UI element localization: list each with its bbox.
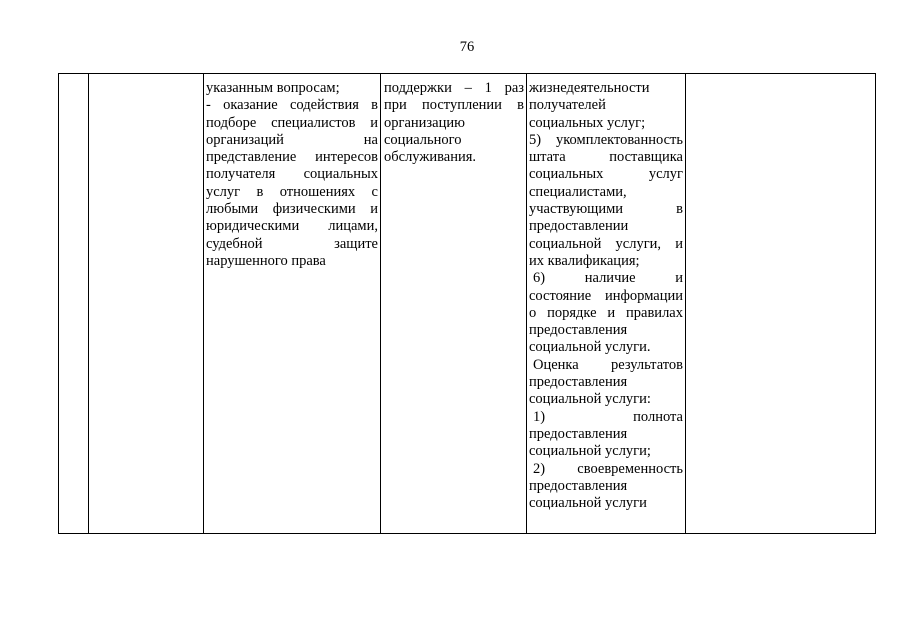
text-line: получателей bbox=[529, 97, 606, 114]
text-line: судебной защите bbox=[206, 235, 378, 252]
table-cell-col1 bbox=[58, 74, 88, 533]
text-line: участвующими в bbox=[529, 201, 683, 218]
text-line: при поступлении в bbox=[384, 97, 524, 114]
text-line: Оценка результатов bbox=[533, 356, 683, 373]
text-line: социального bbox=[384, 131, 462, 148]
text-line: поддержки – 1 раз bbox=[384, 80, 524, 96]
text-line: социальной услуги: bbox=[529, 391, 651, 408]
text-line: указанным вопросам; bbox=[206, 80, 340, 96]
text-line: предоставления bbox=[529, 425, 628, 442]
text-line: штата поставщика bbox=[529, 149, 683, 166]
text-line: - оказание содействия в bbox=[206, 97, 378, 114]
text-line: предоставления bbox=[529, 322, 628, 339]
table-cell-col4 bbox=[380, 74, 526, 533]
text-line: предоставления bbox=[529, 477, 628, 494]
text-line: услуг в отношениях с bbox=[206, 183, 378, 200]
text-line: предоставлении bbox=[529, 218, 629, 235]
text-line: социальных услуг bbox=[529, 166, 683, 183]
page-number: 76 bbox=[459, 39, 475, 55]
text-line: социальной услуги bbox=[529, 495, 647, 512]
text-line: социальной услуги; bbox=[529, 443, 651, 460]
text-line: социальных услуг; bbox=[529, 114, 646, 131]
text-line: о порядке и правилах bbox=[529, 304, 683, 321]
text-line: любыми физическими и bbox=[206, 201, 378, 218]
text-line: обслуживания. bbox=[384, 149, 477, 166]
text-line: юридическими лицами, bbox=[206, 218, 378, 235]
text-line: 2) своевременность bbox=[533, 460, 683, 477]
text-line: социальной услуги. bbox=[529, 339, 651, 356]
text-line: 5) укомплектованность bbox=[529, 131, 683, 148]
text-line: нарушенного права bbox=[206, 252, 326, 269]
text-line: их квалификация; bbox=[529, 252, 640, 269]
text-line: получателя социальных bbox=[206, 166, 378, 183]
table-cell-col6 bbox=[685, 74, 876, 533]
text-line: социальной услуги, и bbox=[529, 235, 683, 252]
table-cell-col2 bbox=[88, 74, 203, 533]
text-line: 1) полнота bbox=[533, 408, 683, 425]
text-line: 6) наличие и bbox=[533, 270, 683, 287]
text-line: состояние информации bbox=[529, 287, 683, 304]
text-line: специалистами, bbox=[529, 183, 627, 200]
text-line: подборе специалистов и bbox=[206, 114, 378, 131]
text-line: представление интересов bbox=[206, 149, 378, 166]
table-cell-col5 bbox=[526, 74, 685, 533]
text-line: организаций на bbox=[206, 131, 378, 148]
text-line: организацию bbox=[384, 114, 465, 131]
table-cell-col3 bbox=[203, 74, 380, 533]
text-line: жизнедеятельности bbox=[529, 80, 650, 96]
text-line: предоставления bbox=[529, 374, 628, 391]
services-table bbox=[58, 73, 876, 534]
